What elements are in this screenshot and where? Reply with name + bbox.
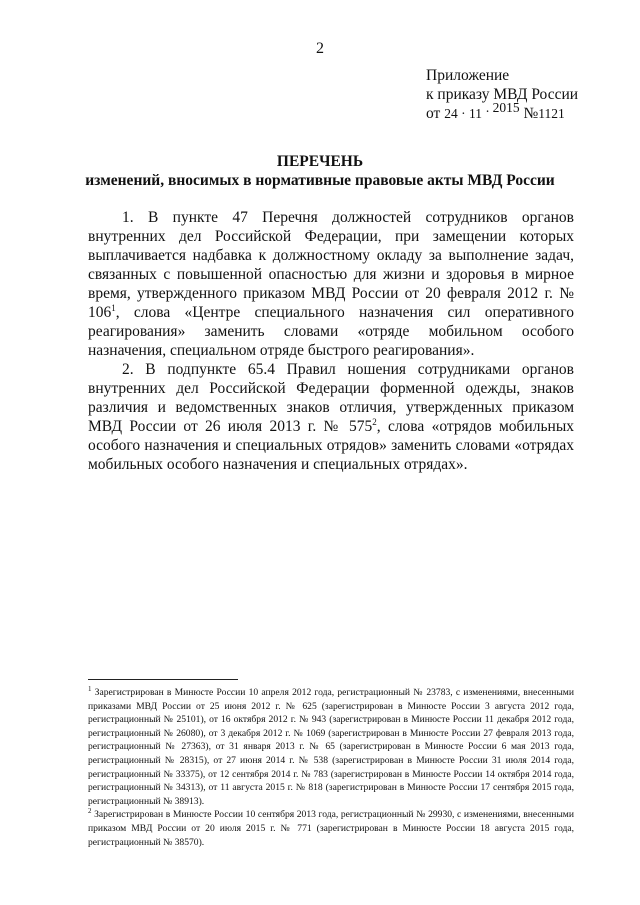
footnote-mark: 1 <box>88 684 92 693</box>
appendix-header <box>426 66 578 123</box>
body-text <box>88 208 574 474</box>
document-title <box>0 152 640 190</box>
title-subheading: изменений, вносимых в нормативные правовые акты МВД России <box>85 172 555 189</box>
appendix-label: Приложение <box>426 67 510 84</box>
list-item <box>88 360 574 474</box>
appendix-date-line <box>426 100 578 123</box>
footnote-mark: 2 <box>88 807 92 816</box>
appendix-date-year: . 2015 <box>485 100 520 115</box>
footnote-ref: 1 <box>111 302 116 313</box>
footnote-text: Зарегистрирован в Минюсте России 10 сентября 2013 года, регистрационный № 29930, с изменениями, внесенными приказом МВД России от 20 июля 2015 г. № 771 (зарегистрирован в Минюсте России 18 августа 2015 года, регистрационный № 38570). <box>88 809 574 848</box>
item-text-start: 1. В пункте 47 Перечня должностей сотрудников органов внутренних дел Российской Федерации, при замещении которых выплачивается надбавка к должностному окладу за выполнение задач, связанных с повышенной опасностью для жизни и здоровья в мирное время, утвержденного приказом МВД России от 20 февраля 2012 г. № 106 <box>88 209 574 321</box>
page-number: 2 <box>316 40 324 57</box>
footnote-separator <box>88 679 238 680</box>
item-text-end: , слова «отрядов мобильных особого назначения и специальных отрядов» заменить словами «отрядах мобильных особого назначения и специальных отрядах». <box>88 418 574 473</box>
title-heading: ПЕРЕЧЕНЬ <box>276 153 364 170</box>
item-text-end: , слова «Центре специального назначения сил оперативного реагирования» заменить словами «отряде мобильном особого назначения, специальном отряде быстрого реагирования». <box>88 304 574 359</box>
footnote-text: Зарегистрирован в Минюсте России 10 апреля 2012 года, регистрационный № 23783, с изменениями, внесенными приказами МВД России от 25 июня 2012 г. № 625 (зарегистрирован в Минюсте России 3 августа 2012 года, регистрационный № 25101), от 16 октября 2012 г. № 943 (зарегистрирован в Минюсте России 11 декабря 2012 года, регистрационный № 26080), от 3 декабря 2012 г. № 1069 (зарегистрирован в Минюсте России 27 февраля 2013 года, регистрационный № 27363), от 31 января 2013 г. № 65 (зарегистрирован в Минюсте России 6 мая 2013 года, регистрационный № 28315), от 27 июня 2014 г. № 538 (зарегистрирован в Минюсте России 31 июля 2014 года, регистрационный № 33375), от 12 сентября 2014 г. № 783 (зарегистрирован в Минюсте России 14 октября 2014 года, регистрационный № 34313), от 11 августа 2015 г. № 818 (зарегистрирован в Минюсте России 17 сентября 2015 года, регистрационный № 38913). <box>88 687 574 807</box>
appendix-from: от <box>426 105 441 122</box>
item-text-start: 2. В подпункте 65.4 Правил ношения сотрудниками органов внутренних дел Российской Федерации форменной одежды, знаков различия и ведомственных знаков отличия, утвержденных приказом МВД России от 26 июля 2013 г. № 575 <box>88 361 574 435</box>
footnotes <box>88 686 574 849</box>
appendix-order-reference: к приказу МВД России <box>426 86 579 103</box>
appendix-order-number: 1121 <box>538 106 565 121</box>
footnote-ref: 2 <box>372 416 377 427</box>
footnote <box>88 686 574 808</box>
footnote <box>88 808 574 849</box>
appendix-number-sign: № <box>523 105 539 122</box>
list-item <box>88 208 574 360</box>
appendix-date-day-month: 24 · 11 <box>444 106 482 121</box>
